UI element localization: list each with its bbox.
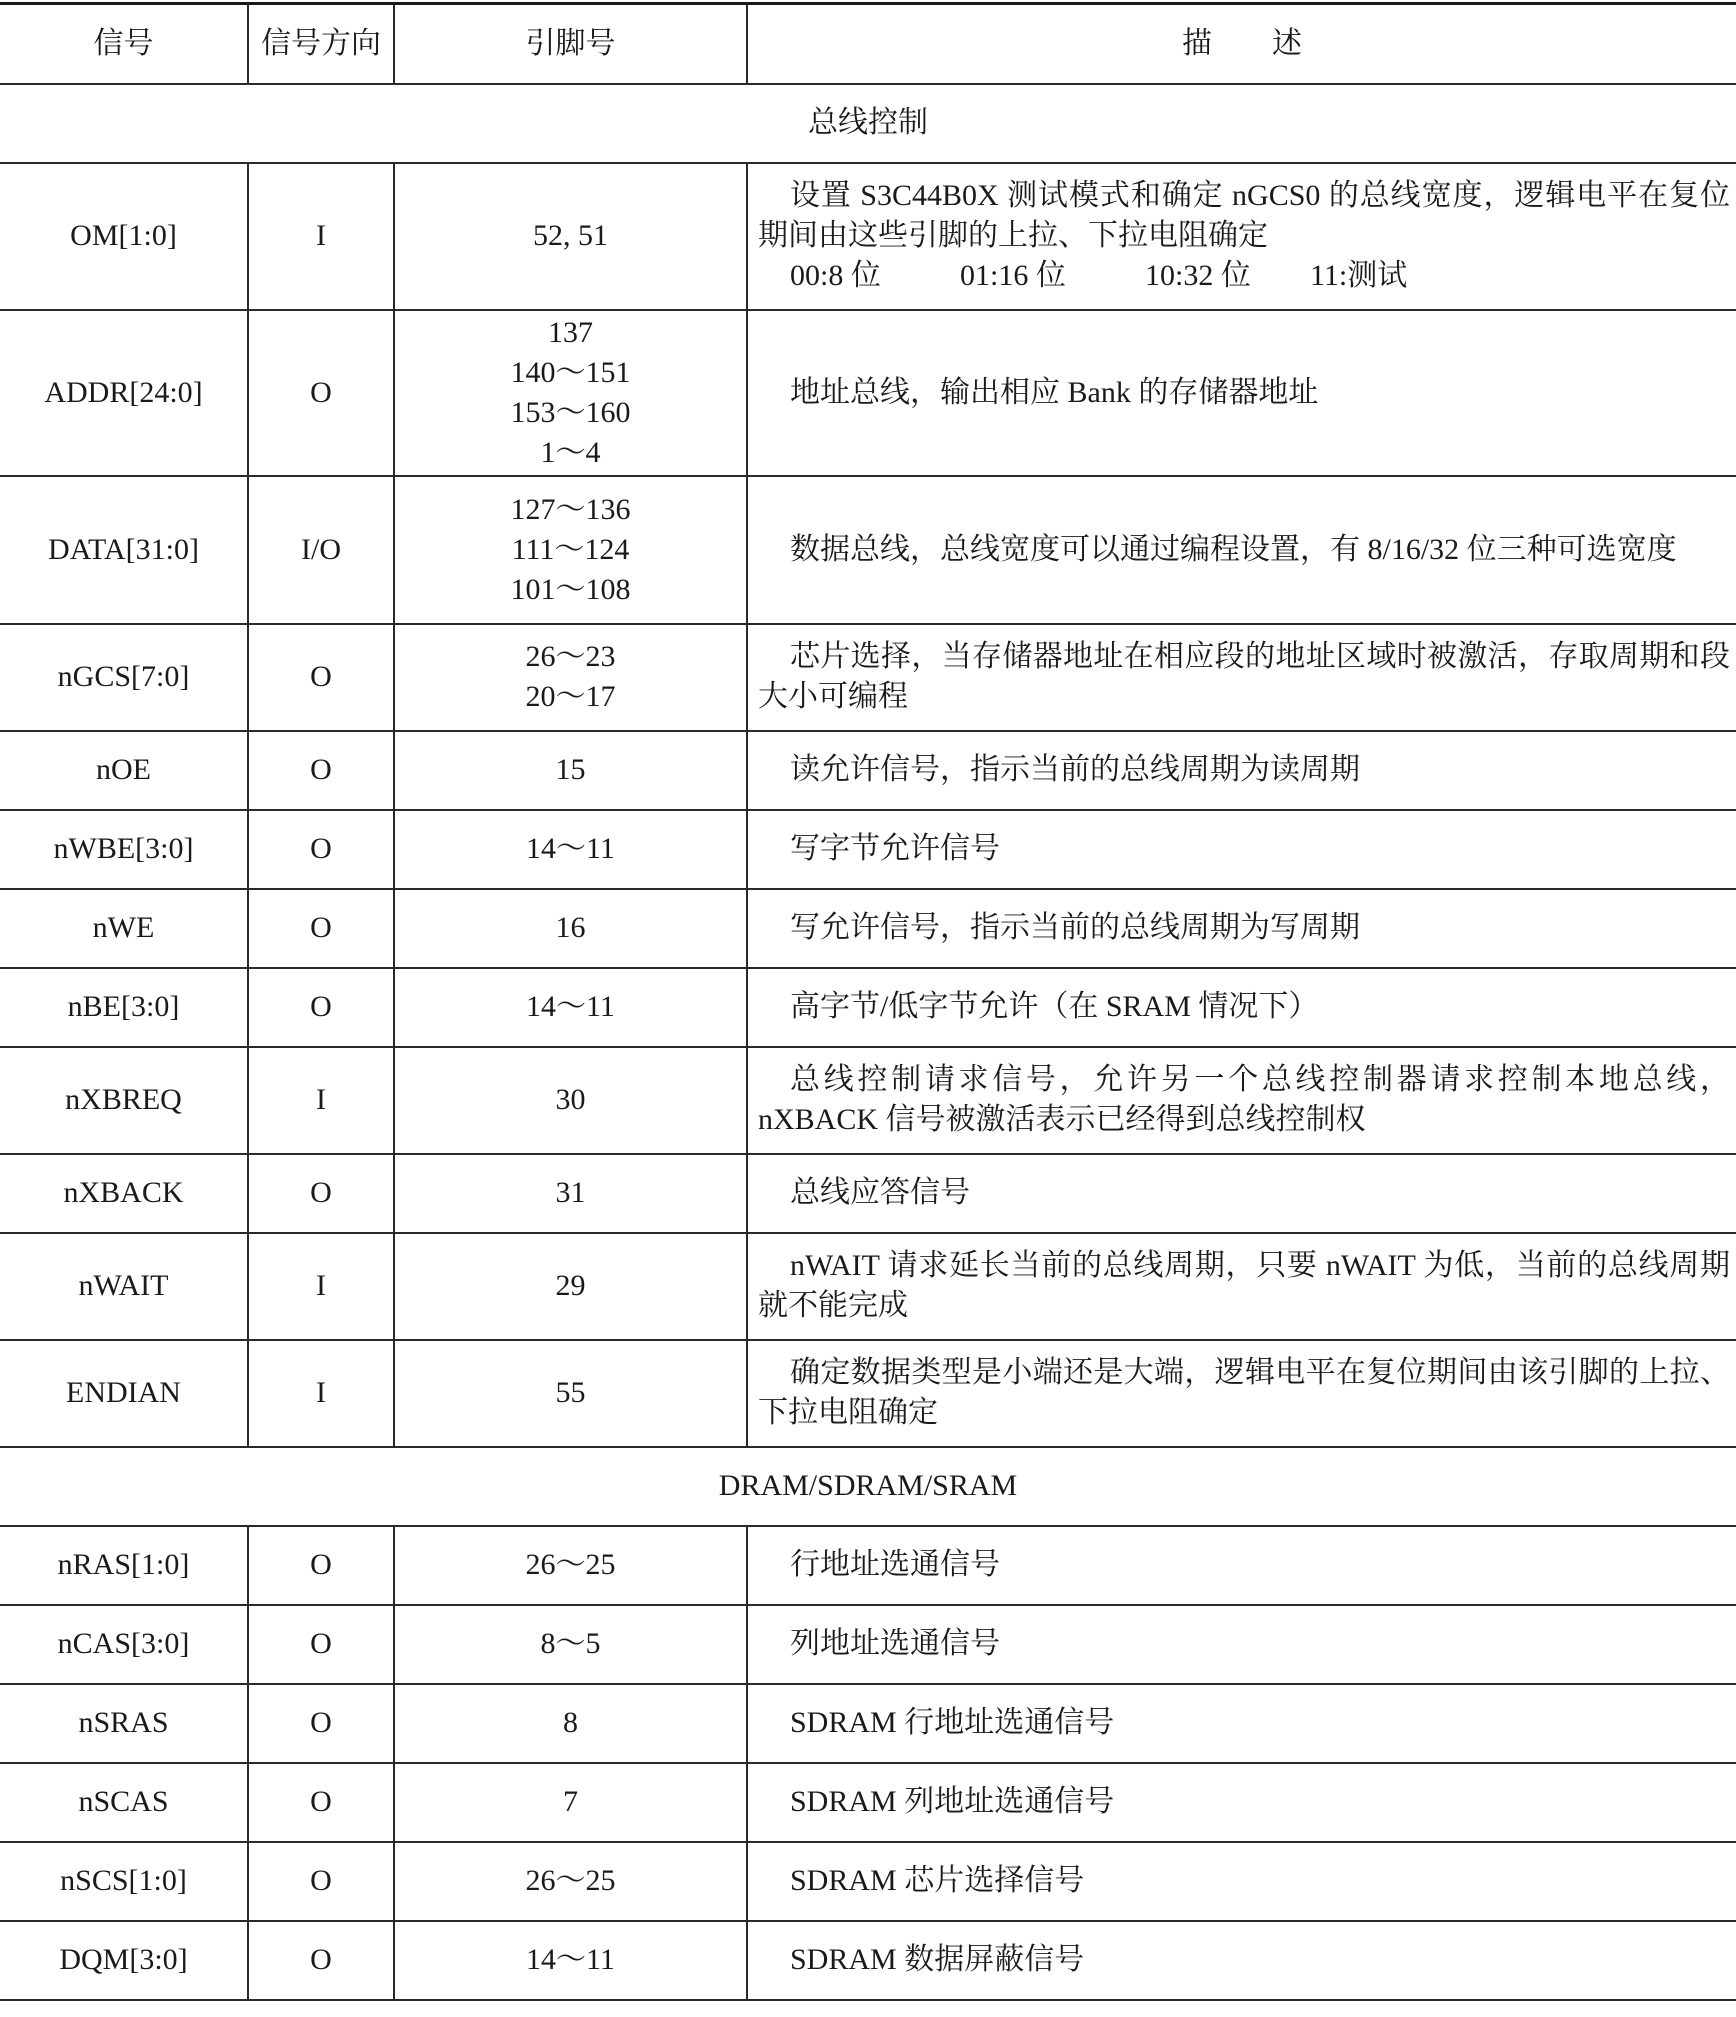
signal-cell: nWBE[3:0]: [0, 810, 248, 889]
description-cell: [747, 968, 1736, 1047]
pin-number: 55: [555, 1376, 586, 1409]
description-cell: [747, 1233, 1736, 1340]
direction-cell: O: [248, 1605, 394, 1684]
description-cell: [747, 1605, 1736, 1684]
description-text: 总线应答信号: [790, 1176, 970, 1209]
section-row: [0, 84, 1736, 163]
pin-number: 1～4: [540, 435, 601, 469]
header-pin-number: 引脚号: [394, 4, 747, 84]
description-cell: [747, 1763, 1736, 1842]
pin-number-cell: [394, 1047, 747, 1154]
description-text: 设置 S3C44B0X 测试模式和确定 nGCS0 的总线宽度，逻辑电平在复位期间由这些引脚的上拉、下拉电阻确定: [758, 179, 1730, 252]
description-text: 总线控制请求信号，允许另一个总线控制器请求控制本地总线，nXBACK 信号被激活表示已经得到总线控制权: [758, 1063, 1730, 1136]
pin-number: 137: [548, 315, 593, 349]
signal-cell: nXBACK: [0, 1154, 248, 1233]
pin-number-cell: [394, 1842, 747, 1921]
pin-number: 101～108: [510, 572, 631, 606]
pin-number: 20～17: [525, 680, 616, 713]
description-cell: [747, 624, 1736, 731]
table-row: [0, 624, 1736, 731]
direction-cell: O: [248, 1842, 394, 1921]
description-cell: [747, 810, 1736, 889]
signal-cell: nRAS[1:0]: [0, 1526, 248, 1605]
pin-number-cell: [394, 731, 747, 810]
description-text: 写字节允许信号: [790, 832, 1000, 865]
direction-cell: O: [248, 889, 394, 968]
header-signal: 信号: [0, 4, 248, 84]
pin-number: 111～124: [511, 532, 630, 566]
table-row: [0, 1921, 1736, 2000]
pin-number-cell: [394, 1233, 747, 1340]
pin-number: 14～11: [526, 832, 615, 865]
signal-cell: nWE: [0, 889, 248, 968]
pin-number-cell: [394, 476, 747, 624]
pin-number: 15: [555, 753, 586, 786]
signal-cell: nSCS[1:0]: [0, 1842, 248, 1921]
description-cell: [747, 1047, 1736, 1154]
pin-number-cell: [394, 1921, 747, 2000]
description-text: SDRAM 列地址选通信号: [790, 1785, 1115, 1818]
direction-cell: O: [248, 1763, 394, 1842]
table-row: [0, 810, 1736, 889]
direction-cell: I: [248, 163, 394, 310]
table-row: [0, 1154, 1736, 1233]
direction-cell: O: [248, 731, 394, 810]
description-text: 写允许信号，指示当前的总线周期为写周期: [790, 911, 1360, 944]
table-row: [0, 1842, 1736, 1921]
table-row: [0, 1233, 1736, 1340]
description-cell: [747, 476, 1736, 624]
description-text: SDRAM 行地址选通信号: [790, 1706, 1115, 1739]
signal-cell: DQM[3:0]: [0, 1921, 248, 2000]
signal-cell: nSRAS: [0, 1684, 248, 1763]
bus-width-option: 10:32 位: [1145, 259, 1251, 292]
pin-number: 140～151: [510, 355, 631, 389]
signal-cell: nCAS[3:0]: [0, 1605, 248, 1684]
table-row: [0, 1763, 1736, 1842]
pin-number: 26～23: [525, 640, 616, 673]
table-row: [0, 968, 1736, 1047]
pin-number-cell: [394, 1763, 747, 1842]
signal-cell: nBE[3:0]: [0, 968, 248, 1047]
direction-cell: O: [248, 968, 394, 1047]
table-row: [0, 1684, 1736, 1763]
signal-cell: nGCS[7:0]: [0, 624, 248, 731]
description-cell: [747, 1842, 1736, 1921]
direction-cell: I: [248, 1340, 394, 1447]
direction-cell: I: [248, 1233, 394, 1340]
description-cell: [747, 1340, 1736, 1447]
section-title: DRAM/SDRAM/SRAM: [0, 1447, 1736, 1526]
pin-number-cell: [394, 810, 747, 889]
direction-cell: O: [248, 1921, 394, 2000]
pin-number-cell: [394, 968, 747, 1047]
description-cell: [747, 1921, 1736, 2000]
pin-number-cell: [394, 310, 747, 476]
section-title: 总线控制: [0, 84, 1736, 163]
bus-width-option: 01:16 位: [960, 259, 1066, 292]
pin-number: 14～11: [526, 990, 615, 1023]
pin-number-cell: [394, 1526, 747, 1605]
description-text: 芯片选择，当存储器地址在相应段的地址区域时被激活，存取周期和段大小可编程: [758, 640, 1730, 713]
pin-number: 8～5: [540, 1627, 601, 1660]
direction-cell: O: [248, 624, 394, 731]
pin-number: 26～25: [525, 1548, 616, 1581]
description-text: 确定数据类型是小端还是大端，逻辑电平在复位期间由该引脚的上拉、下拉电阻确定: [758, 1356, 1730, 1429]
table-row: [0, 889, 1736, 968]
description-cell: [747, 1526, 1736, 1605]
description-cell: [747, 1154, 1736, 1233]
pin-number: 127～136: [510, 492, 631, 526]
description-text: 地址总线，输出相应 Bank 的存储器地址: [790, 375, 1319, 409]
pin-number: 7: [563, 1785, 578, 1818]
description-text: SDRAM 芯片选择信号: [790, 1864, 1085, 1897]
table-row: [0, 1605, 1736, 1684]
pin-number: 29: [555, 1269, 586, 1302]
signal-cell: nOE: [0, 731, 248, 810]
signal-cell: nXBREQ: [0, 1047, 248, 1154]
pin-number: 14～11: [526, 1943, 615, 1976]
signal-pin-table: [0, 2, 1736, 2001]
table-row: [0, 163, 1736, 310]
direction-cell: O: [248, 1526, 394, 1605]
description-text: SDRAM 数据屏蔽信号: [790, 1943, 1085, 1976]
signal-cell: ENDIAN: [0, 1340, 248, 1447]
table-row: [0, 476, 1736, 624]
pin-number-cell: [394, 1605, 747, 1684]
header-direction: 信号方向: [248, 4, 394, 84]
table-row: [0, 310, 1736, 476]
pin-number: 8: [563, 1706, 578, 1739]
direction-cell: I: [248, 1047, 394, 1154]
pin-number: 16: [555, 911, 586, 944]
description-cell: [747, 889, 1736, 968]
description-text: 高字节/低字节允许（在 SRAM 情况下）: [790, 990, 1319, 1023]
description-text: 读允许信号，指示当前的总线周期为读周期: [790, 753, 1360, 786]
signal-cell: nSCAS: [0, 1763, 248, 1842]
description-cell: [747, 163, 1736, 310]
direction-cell: O: [248, 310, 394, 476]
description-cell: [747, 731, 1736, 810]
pin-number-cell: [394, 624, 747, 731]
table-row: [0, 1526, 1736, 1605]
pin-number: 26～25: [525, 1864, 616, 1897]
bus-width-options: [758, 256, 1730, 296]
description-text: 数据总线，总线宽度可以通过编程设置，有 8/16/32 位三种可选宽度: [790, 532, 1677, 566]
table-row: [0, 1047, 1736, 1154]
description-text: nWAIT 请求延长当前的总线周期，只要 nWAIT 为低，当前的总线周期就不能完成: [758, 1249, 1730, 1322]
pin-number: 52, 51: [533, 219, 608, 252]
pin-number-cell: [394, 1684, 747, 1763]
table-row: [0, 731, 1736, 810]
pin-number-cell: [394, 889, 747, 968]
pin-number-cell: [394, 1154, 747, 1233]
section-row: [0, 1447, 1736, 1526]
description-text: 行地址选通信号: [790, 1548, 1000, 1581]
pin-number-cell: [394, 163, 747, 310]
pin-number-cell: [394, 1340, 747, 1447]
signal-cell: nWAIT: [0, 1233, 248, 1340]
direction-cell: O: [248, 810, 394, 889]
table-row: [0, 1340, 1736, 1447]
signal-cell: ADDR[24:0]: [0, 310, 248, 476]
description-cell: [747, 1684, 1736, 1763]
bus-width-option: 11:测试: [1310, 259, 1408, 292]
direction-cell: I/O: [248, 476, 394, 624]
description-text: 列地址选通信号: [790, 1627, 1000, 1660]
pin-number: 31: [555, 1176, 586, 1209]
header-description: 描 述: [747, 4, 1736, 84]
pin-number: 153～160: [510, 395, 631, 429]
direction-cell: O: [248, 1684, 394, 1763]
pin-number: 30: [555, 1083, 586, 1116]
signal-cell: OM[1:0]: [0, 163, 248, 310]
table-body: [0, 84, 1736, 2000]
header-row: [0, 4, 1736, 84]
description-cell: [747, 310, 1736, 476]
signal-cell: DATA[31:0]: [0, 476, 248, 624]
direction-cell: O: [248, 1154, 394, 1233]
bus-width-option: 00:8 位: [790, 259, 881, 292]
